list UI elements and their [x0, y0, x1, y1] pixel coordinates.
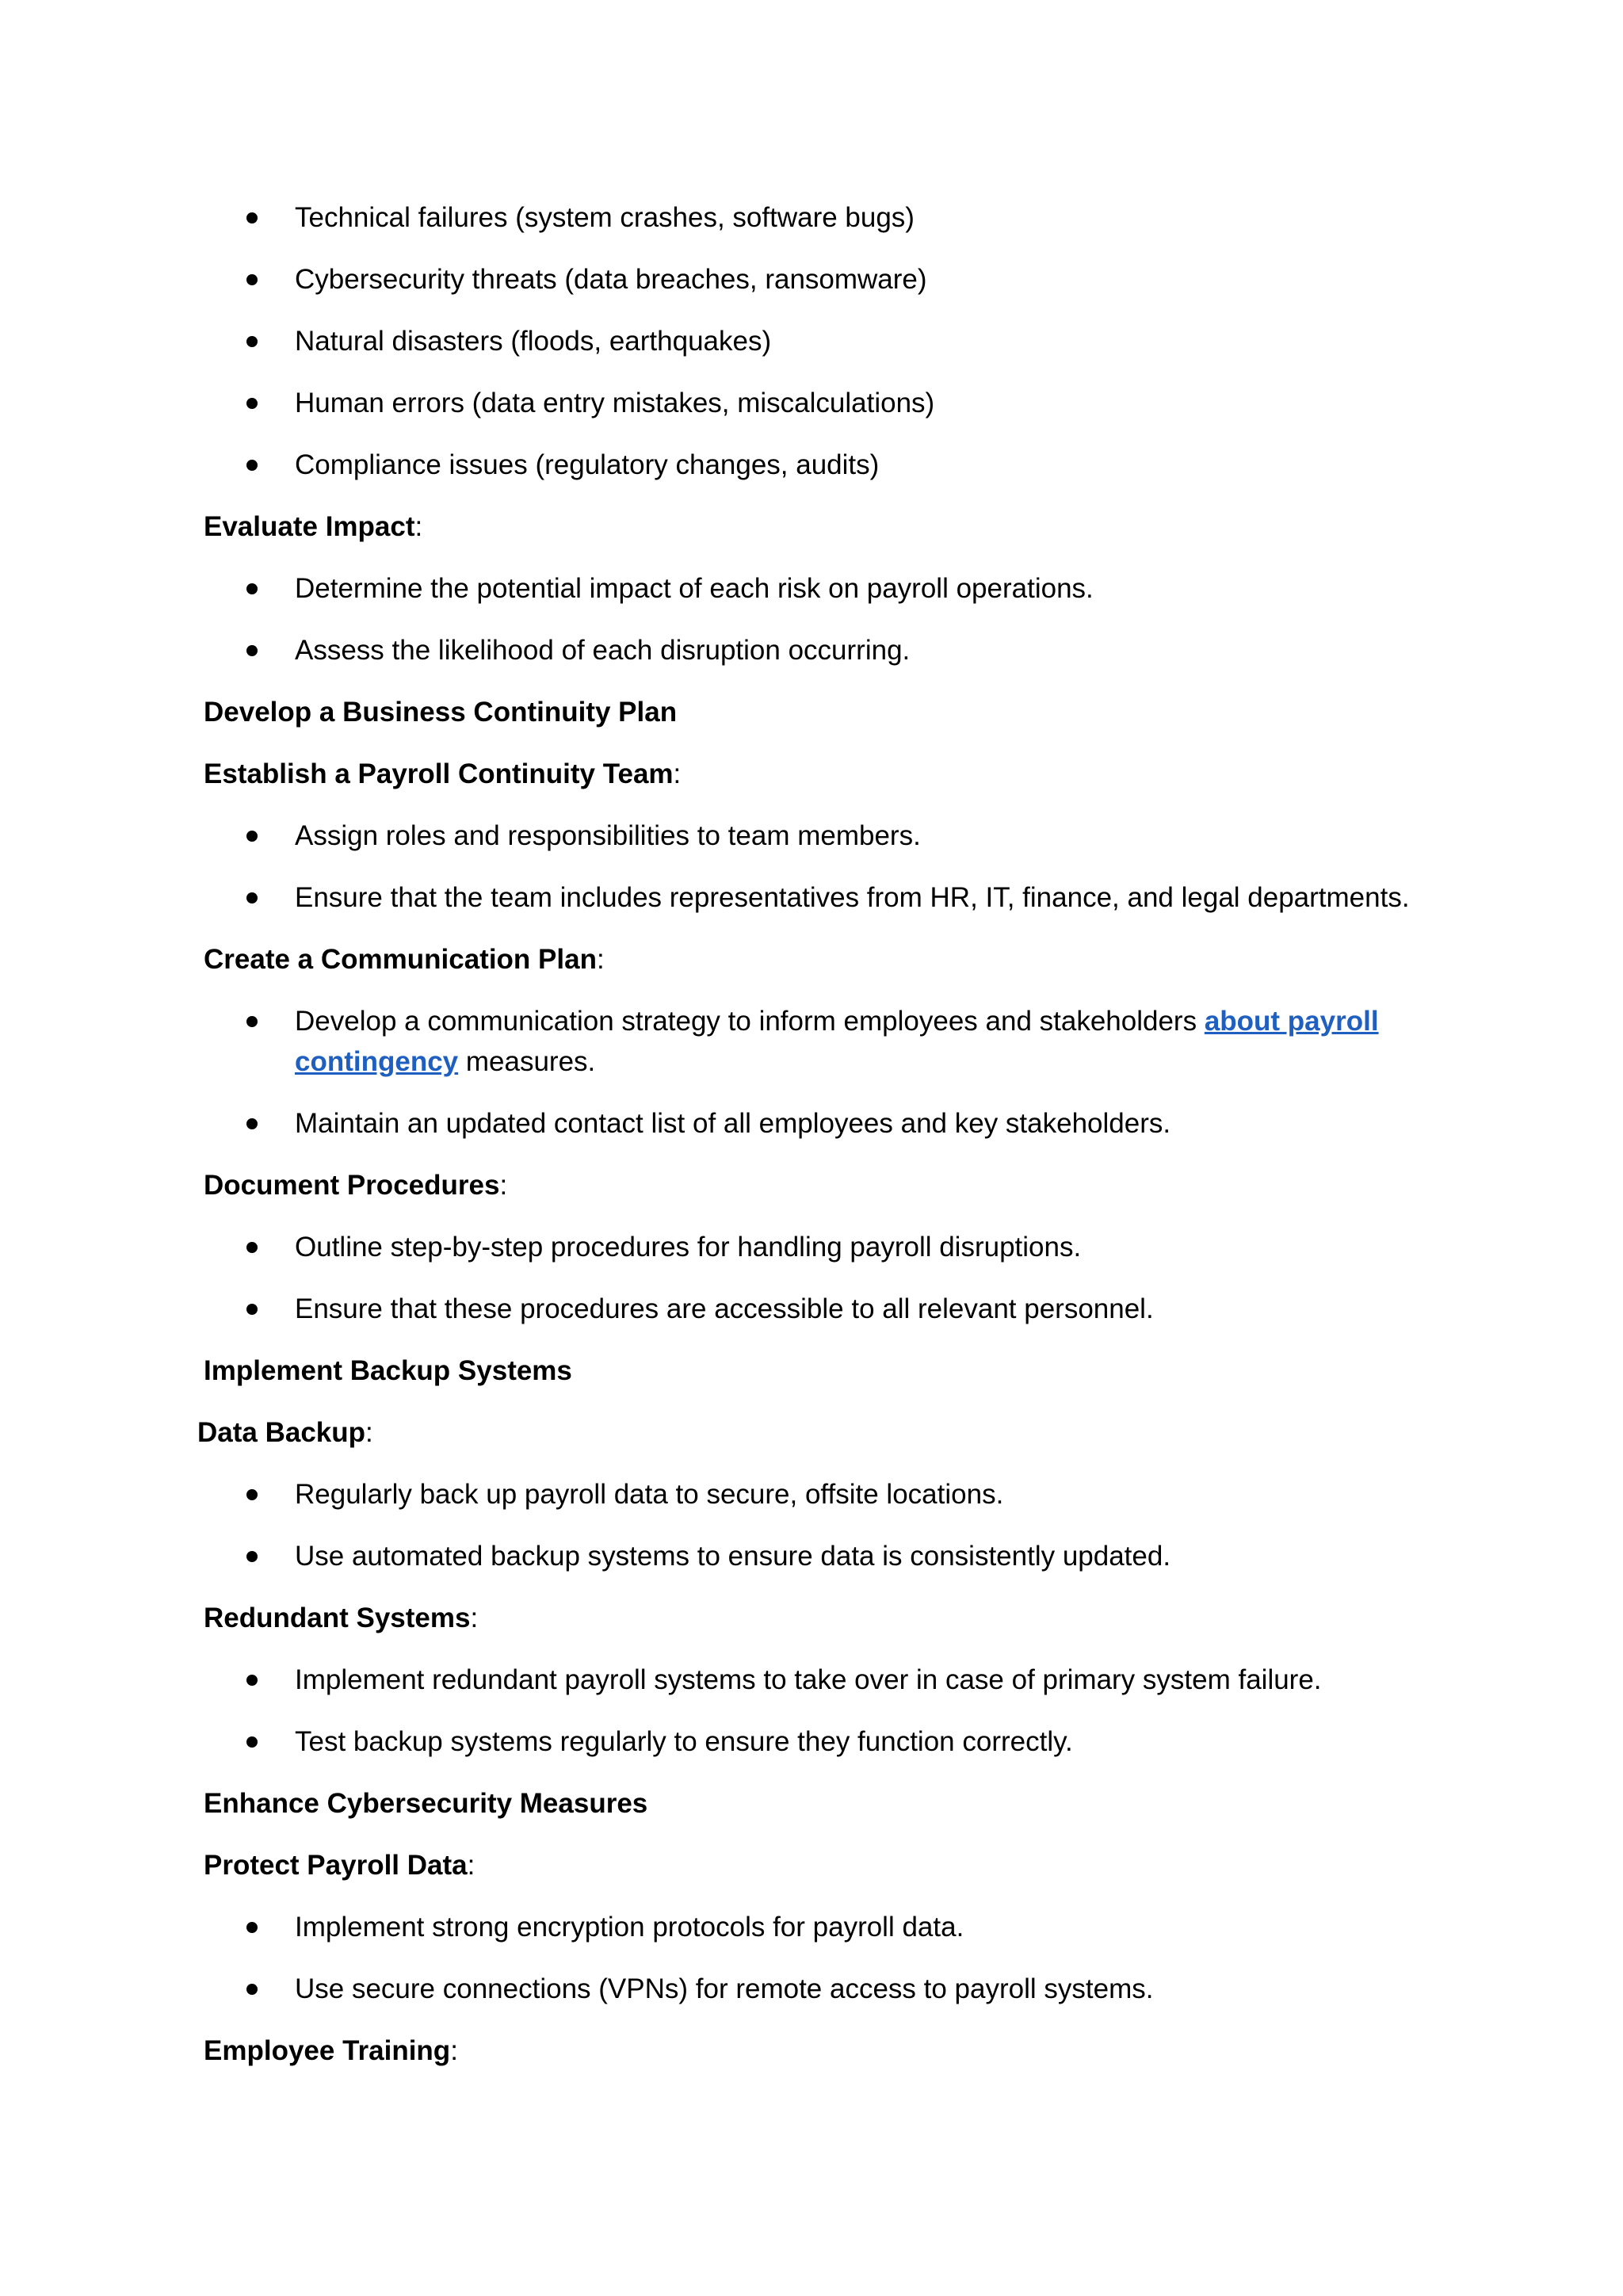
heading-label: Data Backup: [197, 1417, 366, 1448]
bullet-dot: [246, 1016, 258, 1027]
list-item-text: Regularly back up payroll data to secure, offsite locations.: [295, 1479, 1004, 1510]
section-heading: [204, 1598, 478, 1639]
list-item: [295, 259, 927, 300]
list-item: [295, 1227, 1081, 1268]
bullet-dot: [246, 274, 258, 285]
bullet-dot: [246, 398, 258, 409]
bullet-dot: [246, 583, 258, 594]
list-item-text: Ensure that these procedures are accessible to all relevant personnel.: [295, 1293, 1154, 1324]
heading-label: Employee Training: [204, 2035, 451, 2066]
section-heading: [204, 1845, 475, 1886]
heading-label: Enhance Cybersecurity Measures: [204, 1788, 648, 1819]
heading-label: Protect Payroll Data: [204, 1850, 468, 1881]
bullet-dot: [246, 336, 258, 347]
list-item: [295, 1660, 1322, 1701]
heading-label: Develop a Business Continuity Plan: [204, 697, 678, 728]
list-item-text: Outline step-by-step procedures for handling payroll disruptions.: [295, 1232, 1082, 1263]
list-item-text: Assess the likelihood of each disruption occurring.: [295, 635, 911, 666]
bullet-dot: [246, 460, 258, 471]
heading-colon: :: [596, 944, 605, 975]
section-heading: [204, 506, 422, 548]
list-item-text: Implement redundant payroll systems to take over in case of primary system failure.: [295, 1664, 1322, 1695]
list-item: [295, 197, 915, 239]
list-item-text: Develop a communication strategy to inform employees and stakeholders: [295, 1006, 1205, 1037]
heading-label: Create a Communication Plan: [204, 944, 597, 975]
section-heading: [204, 1783, 647, 1824]
section-heading: [204, 2030, 458, 2072]
heading-label: Document Procedures: [204, 1170, 500, 1201]
list-item-text: Technical failures (system crashes, software bugs): [295, 202, 915, 233]
heading-colon: :: [499, 1170, 508, 1201]
heading-colon: :: [365, 1417, 373, 1448]
list-item: [295, 445, 879, 486]
list-item-text: Maintain an updated contact list of all employees and key stakeholders.: [295, 1108, 1171, 1139]
bullet-dot: [246, 1118, 258, 1129]
list-item: [295, 1969, 1153, 2010]
section-heading: [204, 1350, 572, 1392]
section-heading: [204, 754, 681, 795]
list-item: [295, 1103, 1170, 1144]
list-item: [295, 321, 771, 362]
list-item-text: Use automated backup systems to ensure data is consistently updated.: [295, 1541, 1171, 1572]
bullet-dot: [246, 1304, 258, 1315]
list-item-text: Natural disasters (floods, earthquakes): [295, 326, 772, 357]
list-item: [295, 1907, 964, 1948]
list-item: [295, 1536, 1170, 1577]
bullet-dot: [246, 212, 258, 223]
payroll-contingency-link[interactable]: about payroll: [1204, 1006, 1379, 1037]
list-item: [295, 630, 910, 671]
list-item-text: Test backup systems regularly to ensure they function correctly.: [295, 1726, 1073, 1757]
bullet-dot: [246, 645, 258, 656]
list-item: [295, 568, 1094, 609]
list-item-text: measures.: [458, 1046, 596, 1077]
bullet-dot: [246, 1675, 258, 1686]
list-item: [295, 877, 1410, 919]
section-heading: [204, 939, 605, 980]
list-item-text: Ensure that the team includes representatives from HR, IT, finance, and legal departments.: [295, 882, 1410, 913]
section-heading: [204, 692, 677, 733]
list-item-text: Compliance issues (regulatory changes, audits): [295, 449, 880, 480]
bullet-dot: [246, 1736, 258, 1748]
list-item-text: Human errors (data entry mistakes, miscalculations): [295, 388, 935, 418]
heading-label: Redundant Systems: [204, 1603, 471, 1633]
heading-label: Establish a Payroll Continuity Team: [204, 758, 674, 789]
section-heading: [197, 1412, 373, 1454]
list-item-text: Determine the potential impact of each risk on payroll operations.: [295, 573, 1094, 604]
heading-colon: :: [414, 511, 423, 542]
heading-colon: :: [673, 758, 682, 789]
bullet-dot: [246, 1551, 258, 1562]
list-item-text: Implement strong encryption protocols for payroll data.: [295, 1912, 964, 1943]
bullet-dot: [246, 831, 258, 842]
list-item-text: Cybersecurity threats (data breaches, ransomware): [295, 264, 927, 295]
list-item: [295, 1289, 1154, 1330]
heading-colon: :: [470, 1603, 479, 1633]
payroll-contingency-link-continued[interactable]: contingency: [295, 1046, 459, 1077]
heading-label: Implement Backup Systems: [204, 1355, 572, 1386]
bullet-dot: [246, 1922, 258, 1933]
bullet-dot: [246, 892, 258, 904]
list-item: [295, 1474, 1003, 1515]
list-item: [295, 1721, 1073, 1763]
section-heading: [204, 1165, 507, 1206]
list-item: [295, 1001, 1379, 1042]
list-item-continuation: [295, 1041, 595, 1083]
list-item-text: Use secure connections (VPNs) for remote access to payroll systems.: [295, 1973, 1154, 2004]
heading-colon: :: [467, 1850, 475, 1881]
list-item-text: Assign roles and responsibilities to team members.: [295, 820, 921, 851]
list-item: [295, 816, 921, 857]
bullet-dot: [246, 1489, 258, 1500]
bullet-dot: [246, 1242, 258, 1253]
heading-colon: :: [450, 2035, 458, 2066]
list-item: [295, 383, 934, 424]
heading-label: Evaluate Impact: [204, 511, 415, 542]
bullet-dot: [246, 1984, 258, 1995]
